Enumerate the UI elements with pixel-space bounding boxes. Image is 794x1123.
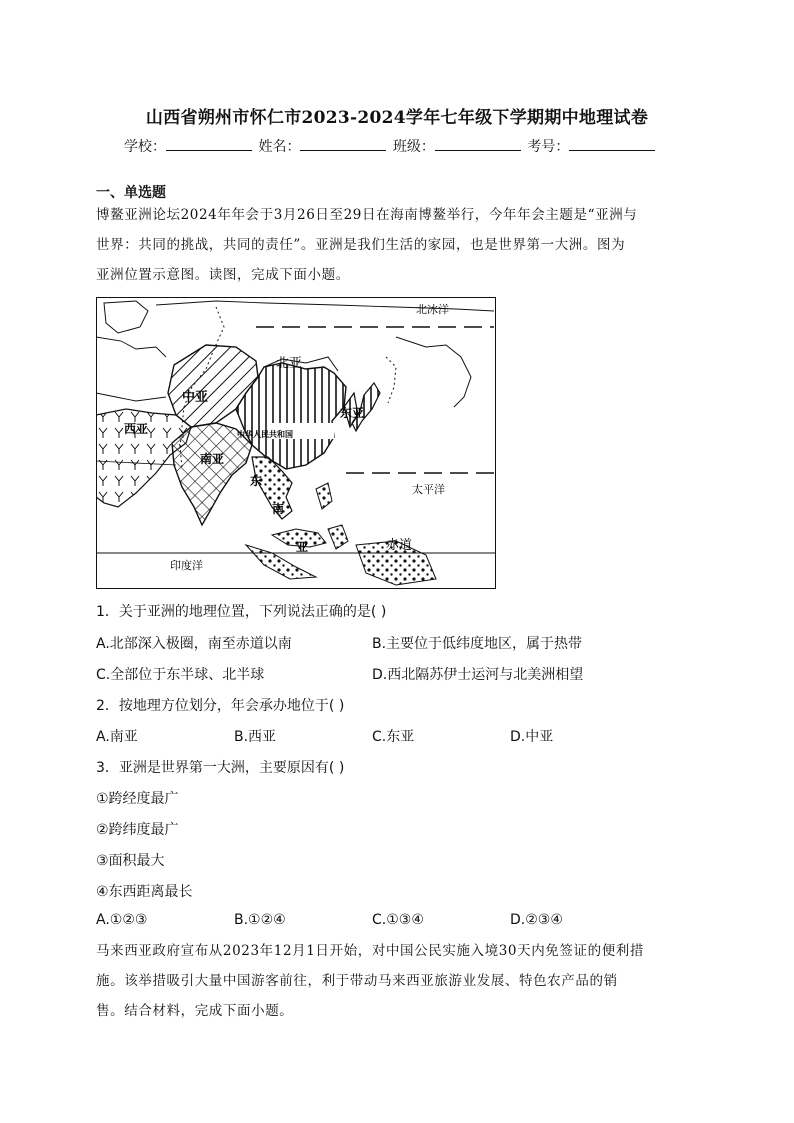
school-label: 学校：: [124, 139, 166, 155]
passage-line: 马来西亚政府宣布从2023年12月1日开始，对中国公民实施入境30天内免签证的便利措: [96, 943, 645, 959]
label-prc: 中华人民共和国: [237, 430, 293, 439]
q3-option-a[interactable]: A.①②③: [96, 912, 148, 928]
q1-option-a[interactable]: A.北部深入极圈，南至赤道以南: [96, 636, 292, 652]
label-pacific: 太平洋: [412, 483, 445, 496]
q1-option-c[interactable]: C.全部位于东半球、北半球: [96, 667, 265, 683]
q2-option-b[interactable]: B.西亚: [234, 729, 277, 745]
q3-item-2: ②跨纬度最广: [96, 822, 179, 838]
section-heading: 一、单选题: [96, 185, 166, 201]
passage-line: 售。结合材料，完成下面小题。: [96, 1003, 294, 1019]
q1-option-b[interactable]: B.主要位于低纬度地区，属于热带: [372, 636, 583, 652]
label-south-asia: 南亚: [200, 452, 225, 466]
number-blank[interactable]: [569, 138, 655, 151]
label-arctic-ocean: 北冰洋: [416, 303, 449, 316]
passage-1: [96, 200, 700, 290]
question-2-stem: 2．按地理方位划分，年会承办地位于( ): [96, 698, 345, 714]
name-label: 姓名：: [258, 139, 301, 155]
q3-option-c[interactable]: C.①③④: [372, 912, 424, 928]
q3-item-1: ①跨经度最广: [96, 791, 179, 807]
passage-line: 世界：共同的挑战，共同的责任”。亚洲是我们生活的家园，也是世界第一大洲。图为: [96, 237, 626, 253]
q2-option-d[interactable]: D.中亚: [510, 729, 554, 745]
q3-item-3: ③面积最大: [96, 853, 165, 869]
page-title: 山西省朔州市怀仁市2023-2024学年七年级下学期期中地理试卷: [145, 108, 649, 128]
passage-2: [96, 936, 700, 1026]
q3-item-4: ④东西距离最长: [96, 884, 193, 900]
label-southeast-1: 东: [250, 474, 263, 488]
q2-option-a[interactable]: A.南亚: [96, 729, 138, 745]
label-west-asia: 西亚: [124, 422, 149, 436]
label-indian-ocean: 印度洋: [170, 559, 203, 572]
question-3-stem: 3．亚洲是世界第一大洲，主要原因有( ): [96, 760, 345, 776]
school-blank[interactable]: [166, 138, 252, 151]
label-southeast-2: 南: [272, 502, 285, 516]
class-label: 班级：: [392, 139, 435, 155]
class-blank[interactable]: [435, 138, 521, 151]
label-east-asia: 东亚: [340, 406, 365, 420]
q3-option-d[interactable]: D.②③④: [510, 912, 563, 928]
passage-line: 亚洲位置示意图。读图，完成下面小题。: [96, 267, 350, 283]
passage-line: 施。该举措吸引大量中国游客前往，利于带动马来西亚旅游业发展、特色农产品的销: [96, 973, 618, 989]
passage-line: 博鳌亚洲论坛2024年年会于3月26日至29日在海南博鳌举行，今年年会主题是“亚洲与: [96, 207, 638, 223]
question-1-stem: 1．关于亚洲的地理位置，下列说法正确的是( ): [96, 604, 387, 620]
q2-option-c[interactable]: C.东亚: [372, 729, 415, 745]
label-equator: 赤道: [386, 538, 413, 553]
label-central-asia: 中亚: [182, 390, 209, 405]
asia-location-map: [96, 297, 496, 589]
label-north-asia: 北亚: [276, 356, 303, 371]
label-southeast-3: 亚: [296, 540, 309, 554]
q1-option-d[interactable]: D.西北隔苏伊士运河与北美洲相望: [372, 667, 584, 683]
name-blank[interactable]: [300, 138, 386, 151]
number-label: 考号：: [527, 139, 570, 155]
q3-option-b[interactable]: B.①②④: [234, 912, 286, 928]
student-info-line: [124, 136, 657, 156]
